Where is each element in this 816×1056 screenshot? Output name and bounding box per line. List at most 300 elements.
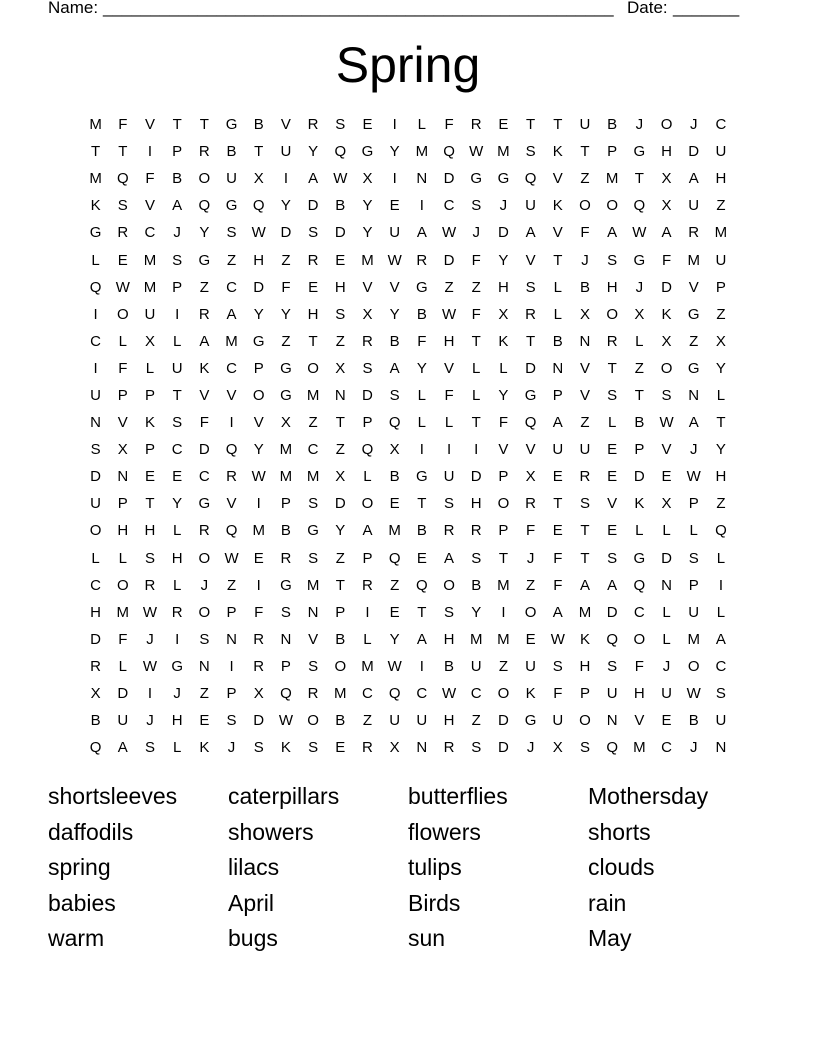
grid-letter: R (525, 495, 537, 513)
grid-letter: R (470, 522, 482, 540)
grid-letter: U (171, 359, 183, 377)
grid-letter: R (253, 657, 265, 675)
grid-letter: R (307, 251, 319, 269)
grid-letter: Q (89, 739, 102, 757)
grid-row (82, 165, 742, 192)
grid-letter: T (417, 495, 427, 513)
grid-letter: H (307, 305, 319, 323)
grid-letter: N (661, 576, 672, 594)
grid-letter: W (115, 278, 130, 296)
grid-letter: F (471, 305, 481, 323)
grid-letter: O (633, 630, 646, 648)
word-list-item: April (228, 889, 275, 916)
grid-letter: S (552, 657, 563, 675)
grid-letter: Y (416, 359, 427, 377)
grid-letter: T (580, 522, 590, 540)
grid-letter: H (633, 685, 645, 703)
grid-letter: C (307, 441, 319, 459)
grid-letter: I (147, 143, 153, 161)
grid-letter: Q (633, 197, 646, 215)
grid-letter: K (552, 143, 563, 161)
grid-letter: T (335, 414, 345, 432)
grid-letter: J (146, 712, 154, 730)
grid-letter: Q (388, 414, 401, 432)
grid-row (82, 409, 742, 436)
grid-row (82, 572, 742, 599)
grid-letter: H (171, 712, 183, 730)
grid-letter: V (579, 386, 590, 404)
grid-letter: V (144, 116, 155, 134)
grid-letter: G (225, 116, 238, 134)
grid-letter: R (253, 630, 265, 648)
grid-letter: T (498, 549, 508, 567)
grid-letter: U (552, 712, 564, 730)
grid-letter: R (362, 576, 373, 594)
grid-letter: Z (471, 712, 481, 730)
grid-letter: H (715, 170, 727, 188)
grid-letter: H (715, 468, 727, 486)
grid-letter: A (688, 414, 699, 432)
grid-letter: B (335, 197, 346, 215)
word-list-item: Mothersday (588, 783, 709, 809)
grid-letter: A (525, 224, 536, 242)
grid-letter: S (335, 305, 346, 323)
word-list-item: clouds (588, 854, 655, 880)
grid-letter: D (497, 224, 509, 242)
grid-letter: E (661, 468, 672, 486)
grid-letter: O (116, 576, 129, 594)
grid-letter: E (199, 712, 210, 730)
word-list-item: shortsleeves (48, 783, 178, 809)
grid-letter: C (362, 685, 373, 703)
grid-letter: I (175, 305, 180, 323)
grid-letter: V (253, 414, 264, 432)
grid-letter: A (117, 739, 128, 757)
grid-letter: Z (362, 712, 373, 730)
word-list (48, 780, 768, 958)
grid-letter: R (525, 305, 537, 323)
grid-letter: S (471, 739, 482, 757)
grid-letter: T (553, 116, 563, 134)
grid-letter: P (715, 278, 726, 296)
grid-letter: Q (606, 739, 618, 757)
grid-letter: M (252, 522, 265, 540)
grid-letter: D (443, 251, 455, 269)
grid-letter: O (252, 386, 265, 404)
grid-letter: F (118, 116, 128, 134)
grid-letter: F (661, 251, 672, 269)
grid-letter: G (198, 251, 211, 269)
grid-letter: P (688, 576, 699, 594)
grid-letter: G (198, 495, 211, 513)
grid-letter: X (117, 441, 128, 459)
grid-letter: S (144, 549, 155, 567)
grid-letter: P (144, 386, 155, 404)
grid-letter: U (715, 251, 727, 269)
grid-letter: D (334, 495, 346, 513)
grid-letter: Y (199, 224, 210, 242)
grid-letter: S (308, 739, 319, 757)
grid-letter: S (607, 386, 618, 404)
grid-letter: S (172, 251, 183, 269)
grid-letter: G (89, 224, 102, 242)
grid-letter: O (361, 495, 374, 513)
grid-letter: H (470, 495, 482, 513)
word-list-item: shorts (588, 818, 651, 845)
grid-row (82, 680, 742, 707)
grid-letter: S (715, 685, 726, 703)
word-search-grid (82, 111, 742, 761)
grid-letter: F (471, 251, 481, 269)
grid-letter: F (417, 332, 427, 350)
grid-letter: L (417, 386, 427, 404)
grid-letter: D (525, 359, 537, 377)
grid-letter: X (253, 685, 264, 703)
grid-letter: X (335, 359, 346, 377)
grid-letter: S (308, 549, 319, 567)
grid-row (82, 517, 742, 544)
grid-row (82, 192, 742, 219)
grid-letter: O (606, 305, 618, 323)
grid-letter: L (444, 414, 454, 432)
grid-letter: V (688, 278, 699, 296)
grid-letter: U (688, 603, 700, 621)
grid-letter: A (199, 332, 210, 350)
grid-letter: B (444, 657, 455, 675)
grid-letter: P (280, 657, 291, 675)
grid-letter: Q (524, 170, 537, 188)
grid-letter: W (142, 657, 158, 675)
grid-letter: C (90, 332, 102, 350)
grid-letter: U (117, 712, 129, 730)
grid-letter: K (280, 739, 291, 757)
grid-letter: Q (334, 143, 347, 161)
grid-letter: A (688, 170, 699, 188)
grid-row (82, 463, 742, 490)
grid-letter: V (525, 251, 536, 269)
grid-letter: O (497, 495, 510, 513)
grid-letter: N (90, 414, 102, 432)
grid-letter: C (715, 657, 727, 675)
grid-letter: J (146, 630, 154, 648)
grid-row (82, 599, 742, 626)
grid-row (82, 138, 742, 165)
grid-letter: Q (225, 441, 238, 459)
grid-letter: S (688, 549, 699, 567)
grid-letter: R (688, 224, 700, 242)
grid-letter: W (224, 549, 239, 567)
grid-letter: Y (280, 197, 291, 215)
grid-letter: N (117, 468, 129, 486)
grid-letter: E (607, 441, 618, 459)
grid-letter: U (416, 712, 428, 730)
grid-letter: Z (199, 685, 209, 703)
grid-letter: F (526, 522, 536, 540)
grid-letter: A (172, 197, 183, 215)
grid-letter: D (661, 549, 672, 567)
grid-letter: C (416, 685, 428, 703)
grid-letter: E (362, 116, 373, 134)
grid-letter: J (689, 739, 698, 757)
grid-letter: J (635, 116, 644, 134)
grid-letter: L (172, 332, 182, 350)
grid-letter: X (552, 739, 563, 757)
grid-letter: S (280, 603, 291, 621)
grid-letter: A (607, 224, 618, 242)
grid-letter: I (419, 657, 424, 675)
grid-letter: L (91, 549, 100, 567)
grid-letter: B (90, 712, 101, 730)
grid-letter: J (689, 441, 698, 459)
grid-letter: I (392, 170, 397, 188)
grid-letter: M (89, 116, 102, 134)
grid-letter: C (198, 468, 210, 486)
grid-letter: O (198, 170, 211, 188)
grid-letter: N (334, 386, 346, 404)
grid-letter: M (633, 739, 646, 757)
grid-letter: G (633, 549, 646, 567)
grid-letter: O (579, 197, 591, 215)
grid-letter: W (441, 224, 457, 242)
grid-letter: D (198, 441, 210, 459)
grid-letter: K (579, 630, 590, 648)
grid-row (82, 246, 742, 273)
grid-letter: A (715, 630, 726, 648)
grid-letter: W (333, 170, 348, 188)
grid-letter: X (335, 468, 346, 486)
grid-letter: T (254, 143, 264, 161)
grid-letter: I (365, 603, 370, 621)
grid-letter: H (171, 549, 183, 567)
grid-letter: E (389, 495, 400, 513)
grid-letter: S (444, 603, 455, 621)
word-list-item: tulips (408, 854, 462, 880)
grid-letter: L (553, 305, 562, 323)
grid-letter: B (416, 305, 427, 323)
grid-letter: Y (335, 522, 346, 540)
grid-letter: O (443, 576, 455, 594)
grid-row (82, 274, 742, 301)
grid-letter: W (686, 468, 701, 486)
grid-letter: G (280, 576, 292, 594)
grid-letter: R (198, 143, 210, 161)
grid-letter: P (253, 359, 264, 377)
grid-letter: L (145, 359, 155, 377)
grid-letter: P (688, 495, 699, 513)
grid-letter: L (662, 522, 671, 540)
grid-letter: G (633, 143, 646, 161)
grid-letter: L (118, 332, 127, 350)
grid-letter: W (278, 712, 293, 730)
grid-letter: N (715, 739, 727, 757)
grid-letter: R (90, 657, 102, 675)
grid-letter: A (308, 170, 319, 188)
grid-letter: Y (498, 251, 509, 269)
grid-letter: I (256, 576, 261, 594)
grid-letter: O (687, 657, 700, 675)
grid-letter: L (662, 630, 671, 648)
grid-letter: J (173, 685, 181, 703)
grid-letter: B (634, 414, 645, 432)
grid-letter: Y (308, 143, 319, 161)
grid-letter: D (606, 603, 618, 621)
grid-letter: D (497, 712, 509, 730)
grid-letter: M (605, 170, 619, 188)
grid-letter: M (415, 143, 429, 161)
grid-letter: W (632, 224, 647, 242)
grid-letter: N (688, 386, 700, 404)
grid-letter: L (363, 468, 372, 486)
grid-letter: I (175, 630, 180, 648)
grid-letter: L (172, 576, 182, 594)
grid-letter: X (498, 305, 509, 323)
grid-letter: B (389, 468, 400, 486)
grid-letter: G (497, 170, 510, 188)
grid-letter: P (552, 386, 563, 404)
grid-letter: T (634, 386, 644, 404)
grid-letter: G (416, 468, 428, 486)
grid-letter: M (116, 603, 130, 621)
grid-letter: Q (524, 414, 537, 432)
grid-letter: L (635, 332, 644, 350)
header (0, 0, 816, 20)
grid-letter: T (335, 576, 345, 594)
grid-letter: S (389, 386, 400, 404)
grid-letter: W (659, 414, 674, 432)
word-list-item: May (588, 925, 632, 951)
grid-letter: S (525, 278, 536, 296)
grid-letter: E (308, 278, 319, 296)
grid-letter: O (660, 116, 673, 134)
grid-letter: H (334, 278, 346, 296)
grid-letter: T (417, 603, 427, 621)
grid-letter: R (362, 332, 373, 350)
word-list-item: Birds (408, 889, 461, 916)
grid-letter: S (579, 495, 590, 513)
grid-letter: Q (116, 170, 129, 188)
grid-letter: E (335, 739, 346, 757)
grid-letter: S (444, 495, 455, 513)
grid-letter: G (307, 522, 319, 540)
grid-letter: Z (526, 576, 536, 594)
grid-letter: E (117, 251, 128, 269)
grid-letter: Z (580, 170, 590, 188)
grid-letter: N (606, 712, 618, 730)
grid-letter: A (416, 224, 427, 242)
grid-letter: N (416, 170, 428, 188)
grid-letter: M (361, 657, 374, 675)
grid-letter: H (606, 278, 618, 296)
grid-letter: K (498, 332, 509, 350)
grid-letter: M (306, 468, 320, 486)
grid-letter: L (363, 630, 372, 648)
grid-letter: S (226, 712, 237, 730)
grid-letter: P (117, 386, 128, 404)
grid-letter: Q (388, 549, 401, 567)
grid-letter: N (198, 657, 210, 675)
word-list-item: butterflies (408, 783, 508, 809)
grid-letter: M (279, 441, 293, 459)
grid-letter: Y (715, 441, 726, 459)
grid-letter: S (172, 414, 183, 432)
grid-letter: Z (634, 359, 644, 377)
grid-letter: A (389, 359, 400, 377)
grid-letter: Z (390, 576, 400, 594)
grid-letter: A (416, 630, 427, 648)
grid-letter: N (416, 739, 428, 757)
grid-letter: Z (444, 278, 454, 296)
grid-row (82, 328, 742, 355)
grid-letter: V (117, 414, 128, 432)
grid-letter: L (716, 386, 726, 404)
grid-letter: M (714, 224, 728, 242)
grid-letter: Z (281, 251, 291, 269)
grid-letter: S (525, 143, 536, 161)
grid-letter: E (335, 251, 346, 269)
grid-letter: E (498, 116, 509, 134)
grid-letter: A (661, 224, 672, 242)
grid-letter: S (90, 441, 101, 459)
grid-letter: Q (715, 522, 727, 540)
grid-letter: X (253, 170, 264, 188)
grid-letter: Y (280, 305, 291, 323)
grid-letter: B (280, 522, 291, 540)
grid-letter: R (362, 739, 373, 757)
grid-letter: S (308, 495, 319, 513)
word-list-item: showers (228, 818, 314, 845)
grid-letter: D (334, 224, 346, 242)
grid-letter: D (90, 630, 102, 648)
grid-letter: A (607, 576, 618, 594)
grid-letter: B (389, 332, 400, 350)
grid-letter: M (497, 576, 510, 594)
grid-letter: U (661, 685, 672, 703)
grid-letter: C (661, 739, 672, 757)
grid-letter: X (634, 305, 645, 323)
grid-letter: B (688, 712, 699, 730)
grid-letter: P (117, 495, 128, 513)
grid-letter: U (552, 441, 564, 459)
word-list-item: bugs (228, 925, 278, 951)
grid-letter: L (662, 603, 671, 621)
grid-letter: E (389, 197, 400, 215)
grid-letter: R (307, 116, 319, 134)
grid-letter: J (200, 576, 209, 594)
grid-letter: C (226, 278, 237, 296)
grid-letter: X (144, 332, 155, 350)
grid-letter: X (661, 170, 672, 188)
grid-letter: G (361, 143, 374, 161)
grid-letter: N (226, 630, 237, 648)
grid-letter: T (526, 332, 536, 350)
grid-row (82, 653, 742, 680)
grid-letter: C (715, 116, 727, 134)
grid-letter: N (579, 332, 591, 350)
grid-letter: T (580, 143, 590, 161)
grid-row (82, 355, 742, 382)
grid-letter: G (280, 359, 292, 377)
grid-letter: J (173, 224, 181, 242)
grid-letter: B (607, 116, 618, 134)
grid-letter: Z (689, 332, 699, 350)
grid-letter: P (362, 549, 373, 567)
grid-letter: U (90, 495, 102, 513)
grid-letter: Z (335, 441, 345, 459)
grid-letter: E (144, 468, 155, 486)
grid-letter: E (607, 522, 618, 540)
grid-letter: S (579, 739, 590, 757)
date-blank-line: _______ (673, 0, 740, 17)
